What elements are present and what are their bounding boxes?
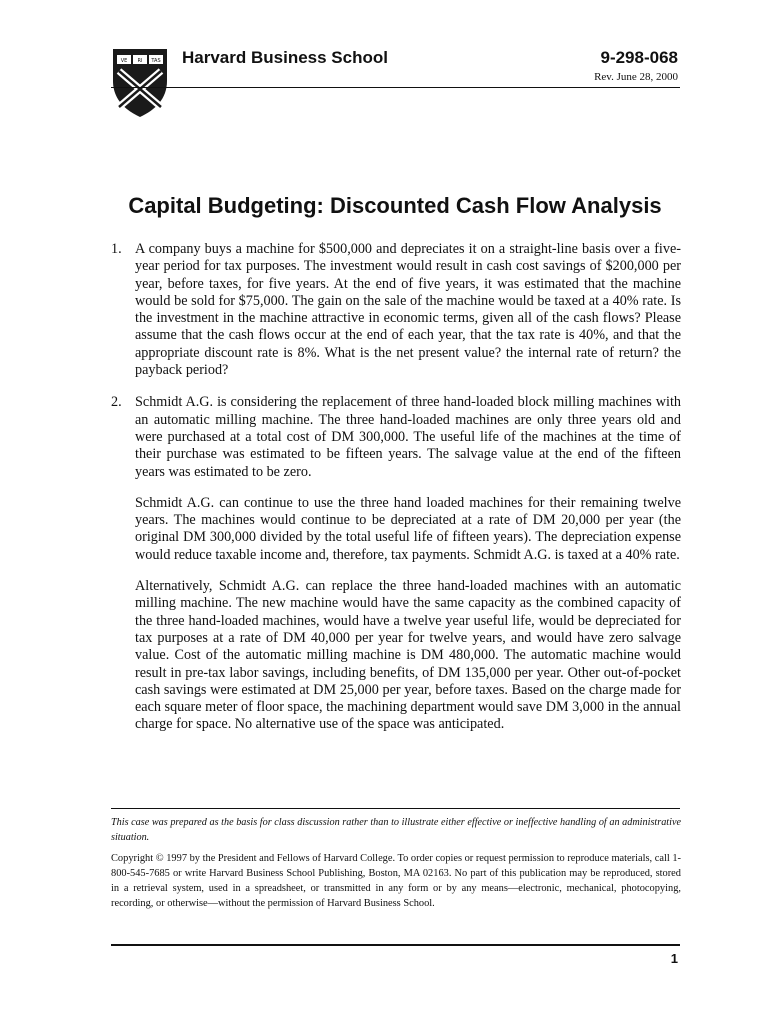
- case-number: 9-298-068: [600, 48, 678, 67]
- page-bottom-rule: [111, 944, 680, 946]
- question-1: [111, 241, 681, 379]
- shield-banner-text-3: TAS: [151, 58, 161, 64]
- school-name: Harvard Business School: [182, 48, 388, 67]
- question-number: 2.: [111, 394, 122, 411]
- shield-banner-text-1: VE: [120, 58, 128, 64]
- footer-rule: [111, 808, 680, 809]
- shield-banner-text-2: RI: [137, 58, 143, 64]
- question-paragraph: Schmidt A.G. is considering the replacement of three hand-loaded block milling machines with an automatic milling machine. The three hand-loaded machines are only three years old and were purchased at a total cost of DM 300,000. The useful life of the machines at the time of their purchase was estimated to be fifteen years. The salvage value at the end of the fifteen years was estimated to be zero.: [135, 394, 681, 480]
- harvard-shield-logo: [111, 47, 169, 119]
- question-paragraph: A company buys a machine for $500,000 and depreciates it on a straight-line basis over a five-year period for tax purposes. The investment would result in cash cost savings of $200,000 per year, before taxes, for five years. At the end of five years, it was estimated that the machine would be sold for $75,000. The gain on the sale of the machine would be taxed at a 40% rate. Is the investment in the machine attractive in economic terms, given all of the cash flows? Please assume that the cash flows occur at the end of each year, that the tax rate is 40%, and that the appropriate discount rate is 8%. What is the net present value? the internal rate of return? the payback period?: [135, 241, 681, 379]
- revision-date: Rev. June 28, 2000: [594, 71, 678, 83]
- document-body: [111, 241, 681, 734]
- case-disclaimer: This case was prepared as the basis for class discussion rather than to illustrate either effective or ineffective handling of an administrative situation.: [111, 817, 681, 843]
- question-paragraph: Alternatively, Schmidt A.G. can replace the three hand-loaded machines with an automatic milling machine. The new machine would have the same capacity as the combined capacity of the three hand-loaded machines, would have a twelve year useful life, would be depreciated for tax purposes at a rate of DM 40,000 per year for twelve years, and would have zero salvage value. Cost of the automatic milling machine is DM 480,000. The automatic machine would result in pre-tax labor savings, including benefits, of DM 135,000 per year. Other out-of-pocket cash savings were estimated at DM 25,000 per year, before taxes. Based on the charge made for each square meter of floor space, the machining department would save DM 3,000 in the annual charge for space. No alternative use of the space was anticipated.: [135, 578, 681, 733]
- page-number: 1: [670, 951, 678, 966]
- question-2: [111, 394, 681, 733]
- header-rule: [111, 87, 680, 88]
- question-number: 1.: [111, 241, 122, 257]
- copyright-notice: Copyright © 1997 by the President and Fellows of Harvard College. To order copies or request permission to reproduce materials, call 1-800-545-7685 or write Harvard Business School Publishing, Boston, MA 02163. No part of this publication may be reproduced, stored in a retrieval system, used in a spreadsheet, or transmitted in any form or by any means—electronic, mechanical, photocopying, recording, or otherwise—without the permission of Harvard Business School.: [111, 853, 681, 909]
- document-title: Capital Budgeting: Discounted Cash Flow Analysis: [128, 193, 662, 218]
- question-paragraph: Schmidt A.G. can continue to use the three hand loaded machines for their remaining twelve years. The machines would continue to be depreciated at a rate of DM 20,000 per year (the original DM 300,000 divided by the total useful life of fifteen years). The depreciation expense would reduce taxable income and, therefore, tax payments. Schmidt A.G. is taxed at a 40% rate.: [135, 494, 681, 563]
